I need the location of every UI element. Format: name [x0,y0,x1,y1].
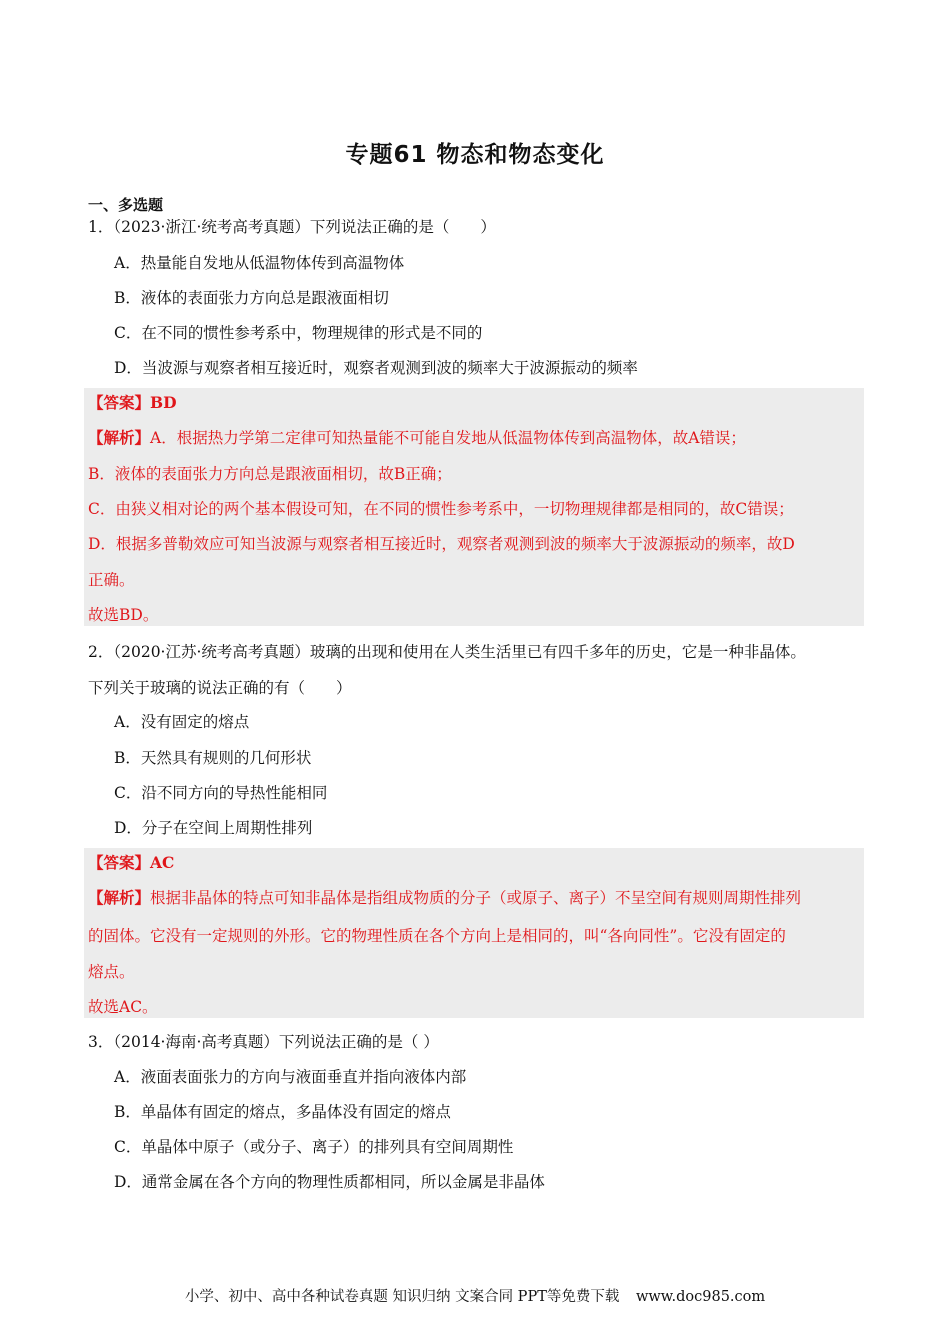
answer-tag: 【答案】 [88,393,151,412]
question-1-option-d: D．当波源与观察者相互接近时，观察者观测到波的频率大于波源振动的频率 [114,359,638,377]
footer-text: 小学、初中、高中各种试卷真题 知识归纳 文案合同 PPT等免费下载 [184,1289,620,1305]
section-heading: 一、多选题 [88,196,164,214]
question-1-analysis-line: B．液体的表面张力方向总是跟液面相切，故B正确； [88,465,452,483]
question-1-option-a: A．热量能自发地从低温物体传到高温物体 [114,254,405,272]
question-2-option-c: C．沿不同方向的导热性能相同 [114,784,328,802]
question-1-analysis-line [88,428,746,448]
question-1-analysis-line: C．由狭义相对论的两个基本假设可知，在不同的惯性参考系中，一切物理规律都是相同的，故C错误； [88,500,794,518]
analysis-text: 根据非晶体的特点可知非晶体是指组成物质的分子（或原子、离子）不呈空间有规则周期性排列 [150,889,802,907]
question-3-option-d: D．通常金属在各个方向的物理性质都相同，所以金属是非晶体 [114,1173,545,1191]
question-2-option-b: B．天然具有规则的几何形状 [114,749,312,767]
question-1-option-c: C．在不同的惯性参考系中，物理规律的形式是不同的 [114,324,483,342]
question-3-option-b: B．单晶体有固定的熔点，多晶体没有固定的熔点 [114,1103,451,1121]
question-2-analysis-line: 的固体。它没有一定规则的外形。它的物理性质在各个方向上是相同的，叫“各向同性”。它没有固定的 [88,927,786,945]
question-2-analysis-line: 故选AC。 [88,998,158,1016]
footer-link[interactable]: www.doc985.com [635,1289,766,1305]
question-2-stem: 下列关于玻璃的说法正确的有（ ） [88,679,352,697]
analysis-tag: 【解析】 [88,888,151,907]
question-1-option-b: B．液体的表面张力方向总是跟液面相切 [114,289,389,307]
page-footer [0,1285,950,1306]
analysis-text: A．根据热力学第二定律可知热量能不可能自发地从低温物体传到高温物体，故A错误； [150,429,746,447]
answer-tag: 【答案】 [88,853,151,872]
question-2-stem: 2．（2020·江苏·统考高考真题）玻璃的出现和使用在人类生活里已有四千多年的历史，它是一种非晶体。 [88,643,806,661]
question-1-stem: 1．（2023·浙江·统考高考真题）下列说法正确的是（ ） [88,218,496,236]
analysis-tag: 【解析】 [88,428,151,447]
question-2-option-a: A．没有固定的熔点 [114,713,250,731]
answer-value: BD [150,393,177,412]
question-2-option-d: D．分子在空间上周期性排列 [114,819,313,837]
question-1-analysis-line: 故选BD。 [88,606,159,624]
question-3-stem: 3．（2014·海南·高考真题）下列说法正确的是（ ） [88,1033,439,1051]
question-3-option-c: C．单晶体中原子（或分子、离子）的排列具有空间周期性 [114,1138,514,1156]
answer-value: AC [150,853,175,872]
question-2-analysis-line: 熔点。 [88,963,135,981]
question-3-option-a: A．液面表面张力的方向与液面垂直并指向液体内部 [114,1068,467,1086]
question-2-analysis-line [88,888,801,908]
question-1-analysis-line: 正确。 [88,571,135,589]
question-1-analysis-line: D．根据多普勒效应可知当波源与观察者相互接近时，观察者观测到波的频率大于波源振动的频率，故D [88,535,795,553]
page-title: 专题61 物态和物态变化 [345,142,605,168]
question-2-answer [88,853,174,873]
question-1-answer [88,393,177,413]
